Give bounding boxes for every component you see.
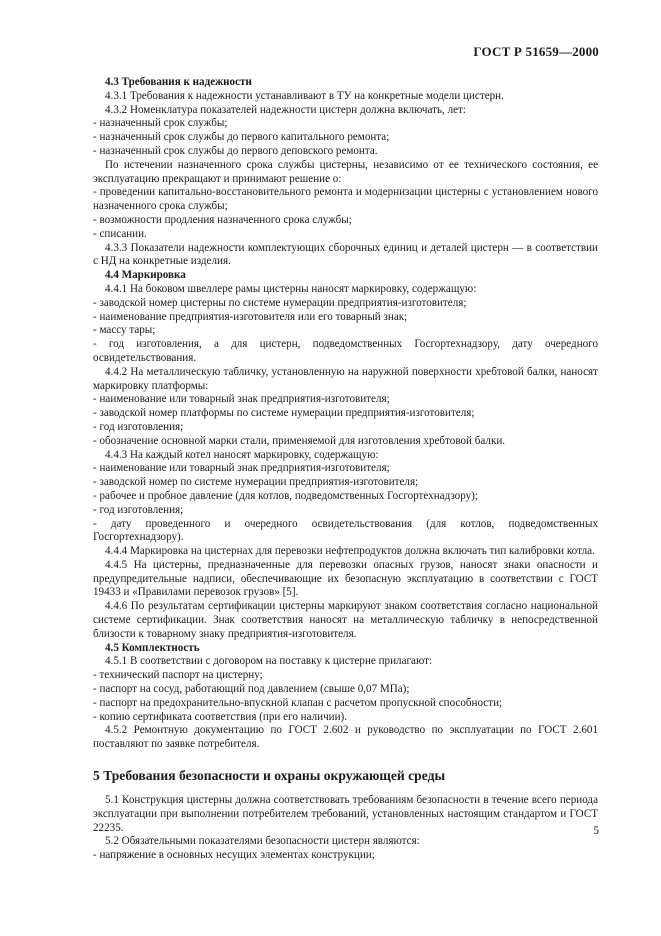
subsection-heading: 4.4 Маркировка	[105, 269, 186, 282]
list-item: - заводской номер цистерны по системе нумерации предприятия-изготовителя;	[93, 296, 467, 309]
list-item: - копию сертификата соответствия (при его наличии).	[93, 710, 347, 723]
list-item: - обозначение основной марки стали, применяемой для изготовления хребтовой балки.	[93, 434, 506, 447]
list-item: - дату проведенного и очередного освидетельствования (для котлов, подведомственных Госгортехнадзору).	[93, 517, 598, 544]
document-code-header: ГОСТ Р 51659—2000	[473, 44, 599, 59]
list-item: - возможности продления назначенного срока службы;	[93, 213, 352, 226]
paragraph: 4.4.1 На боковом швеллере рамы цистерны наносят маркировку, содержащую:	[105, 282, 477, 295]
list-item: - год изготовления, а для цистерн, подведомственных Госгортехнадзору, дату очередного освидетельствования.	[93, 338, 598, 364]
list-item: - назначенный срок службы до первого деповского ремонта.	[93, 144, 378, 157]
list-item: - наименование или товарный знак предприятия-изготовителя;	[93, 462, 390, 475]
paragraph: 4.4.3 На каждый котел наносят маркировку, содержащую:	[105, 448, 379, 461]
list-item: - год изготовления;	[93, 503, 184, 516]
paragraph: 4.5.2 Ремонтную документацию по ГОСТ 2.602 и руководство по эксплуатации по ГОСТ 2.601 поставляют по заявке потребителя.	[93, 724, 598, 751]
page-number: 5	[593, 825, 599, 837]
paragraph: По истечении назначенного срока службы цистерны, независимо от ее технического состояния, ее эксплуатацию прекращают и принимают решение о:	[93, 158, 598, 185]
paragraph: 5.2 Обязательными показателями безопасности цистерн являются:	[105, 835, 420, 848]
list-item: - год изготовления;	[93, 420, 184, 433]
subsection-heading: 4.3 Требования к надежности	[105, 76, 252, 88]
list-item: - рабочее и пробное давление (для котлов, подведомственных Госгортехнадзору);	[93, 489, 478, 502]
paragraph: 4.3.2 Номенклатура показателей надежности цистерн должна включать, лет:	[105, 103, 466, 116]
list-item: - наименование или товарный знак предприятия-изготовителя;	[93, 393, 390, 406]
list-item: - паспорт на предохранительно-впускной клапан с расчетом пропускной способности;	[93, 696, 503, 709]
list-item: - напряжение в основных несущих элементах конструкции;	[93, 849, 375, 862]
paragraph: 4.5.1 В соответствии с договором на поставку к цистерне прилагают:	[105, 655, 433, 668]
section-heading: 5 Требования безопасности и охраны окружающей среды	[93, 768, 446, 784]
list-item: - наименование предприятия-изготовителя или его товарный знак;	[93, 310, 408, 323]
list-item: - списании.	[93, 227, 147, 240]
paragraph: 5.1 Конструкция цистерны должна соответствовать требованиям безопасности в течение всего периода эксплуатации при выполнении потребителем требований, установленных настоящим стандартом и ГОСТ 22235.	[93, 794, 598, 834]
paragraph: 4.4.2 На металлическую табличку, установленную на наружной поверхности хребтовой балки, наносят маркировку платформы:	[93, 365, 598, 392]
list-item: - назначенный срок службы;	[93, 117, 228, 130]
list-item: - проведении капитально-восстановительного ремонта и модернизации цистерны с установлением нового назначенного срока службы;	[93, 186, 598, 213]
list-item: - заводской номер платформы по системе нумерации предприятия-изготовителя;	[93, 407, 475, 420]
paragraph: 4.4.5 На цистерны, предназначенные для перевозки опасных грузов, наносят знаки опасности и предупредительные надписи, обеспечивающие их безопасную эксплуатацию в соответствии с ГОСТ 19433 и «Правилами перевозок грузов» [5].	[93, 558, 598, 599]
paragraph: 4.3.1 Требования к надежности устанавливают в ТУ на конкретные модели цистерн.	[105, 89, 504, 102]
paragraph: 4.3.3 Показатели надежности комплектующих сборочных единиц и деталей цистерн — в соответствии с НД на конкретные изделия.	[93, 241, 598, 268]
list-item: - паспорт на сосуд, работающий под давлением (свыше 0,07 МПа);	[93, 683, 410, 696]
paragraph: 4.4.6 По результатам сертификации цистерны маркируют знаком соответствия согласно национальной системе сертификации. Знак соответствия наносят на металлическую табличку в непосредственной близости к товарному знаку предприятия-изготовителя.	[93, 600, 598, 640]
list-item: - заводской номер по системе нумерации предприятия-изготовителя;	[93, 476, 419, 489]
subsection-heading: 4.5 Комплектность	[105, 641, 200, 654]
list-item: - технический паспорт на цистерну;	[93, 669, 263, 682]
document-body	[93, 76, 598, 863]
list-item: - массу тары;	[93, 324, 156, 337]
list-item: - назначенный срок службы до первого капитального ремонта;	[93, 131, 390, 144]
paragraph: 4.4.4 Маркировка на цистернах для перевозки нефтепродуктов должна включать тип калибровки котла.	[105, 545, 595, 558]
